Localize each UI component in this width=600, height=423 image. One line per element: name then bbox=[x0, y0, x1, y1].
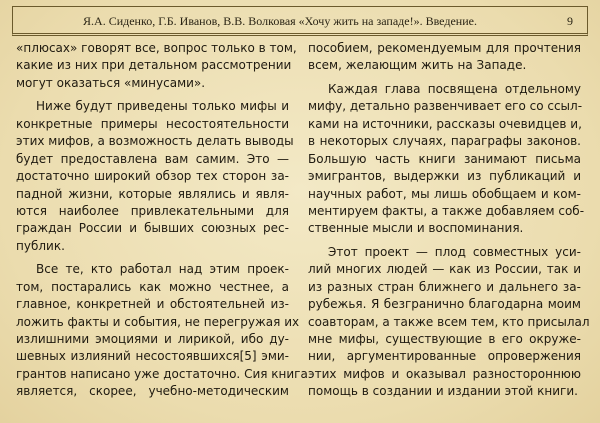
text-line: шевных излияний несостоявшихся[5] эми- bbox=[16, 349, 289, 364]
text-line: могут оказаться «минусами». bbox=[16, 75, 206, 90]
text-line: соавторам, а также всем тем, кто присылал bbox=[308, 314, 590, 329]
text-line: Все те, кто работал над этим проек- bbox=[36, 262, 289, 277]
text-line: Каждая глава посвящена отдельному bbox=[328, 81, 581, 96]
text-line: главное, конкретней и обстоятельней из- bbox=[16, 297, 289, 312]
text-line: грантов написано уже достаточно. Сия книга bbox=[16, 366, 308, 381]
text-line: граждан России и бывших союзных рес- bbox=[16, 221, 289, 236]
text-line: мифу, детально развенчивает его со ссыл- bbox=[308, 99, 583, 114]
text-line: будет предоставлена вам самим. Это — bbox=[16, 151, 289, 166]
text-line: рубежья. Я безгранично благодарна моим bbox=[308, 297, 581, 312]
left-text-column bbox=[16, 40, 308, 401]
right-text-column bbox=[308, 40, 590, 401]
text-line: пособием, рекомендуемым для прочтения bbox=[308, 41, 581, 55]
text-line: ментируем факты, а также добавляем соб- bbox=[308, 203, 585, 218]
text-line: ками на источники, рассказы очевидцев и, bbox=[308, 116, 582, 131]
text-line: конкретные примеры несостоятельности bbox=[16, 116, 289, 131]
text-line: эмигрантов, выдержки из публикаций и bbox=[308, 169, 581, 184]
text-line: научных работ, мы лишь обобщаем и ком- bbox=[308, 186, 581, 201]
text-line: достаточно широкий обзор тех сторон за- bbox=[16, 169, 289, 184]
text-line: ственные мысли и воспоминания. bbox=[308, 221, 524, 236]
text-line: Ниже будут приведены только мифы и bbox=[36, 99, 289, 114]
text-line: Большую часть книги занимают письма bbox=[308, 151, 581, 166]
page-number: 9 bbox=[567, 14, 573, 28]
text-line: лий многих людей — как из России, так и bbox=[308, 262, 581, 277]
running-header-title: Я.А. Сиденко, Г.Б. Иванов, В.В. Волковая «Хочу жить на западе!». Введение. bbox=[83, 14, 477, 28]
text-line: нии, аргументированные опровержения bbox=[308, 349, 581, 364]
text-line: в некоторых случаях, параграфы законов. bbox=[308, 134, 581, 149]
text-line: из разных стран ближнего и дальнего за- bbox=[308, 279, 581, 294]
running-header bbox=[12, 6, 588, 36]
text-line: падной жизни, которые являлись и явля- bbox=[16, 186, 289, 201]
text-line: «плюсах» говорят все, вопрос только в том, bbox=[16, 41, 297, 55]
text-line: помощь в создании и издании этой книги. bbox=[308, 384, 578, 399]
text-line: всем, желающим жить на Западе. bbox=[308, 58, 527, 73]
text-line: является, скорее, учебно-методическим bbox=[16, 384, 289, 399]
text-line: ложить факты и события, не перегружая их bbox=[16, 314, 300, 329]
text-line: мне мифы, существующие в его окруже- bbox=[308, 332, 581, 346]
text-line: этих мифов и оказывал разностороннюю bbox=[308, 366, 581, 381]
text-line: излишними эмоциями и лирикой, ибо ду- bbox=[16, 332, 289, 346]
text-line: Этот проект — плод совместных уси- bbox=[328, 244, 581, 259]
text-line: ются наиболее привлекательными для bbox=[16, 203, 289, 218]
text-line: какие из них при детальном рассмотрении bbox=[16, 58, 292, 73]
text-line: публик. bbox=[16, 238, 65, 253]
text-line: том, постарались как можно честнее, а bbox=[16, 279, 289, 294]
text-line: этих мифов, а возможность делать выводы bbox=[16, 134, 294, 149]
